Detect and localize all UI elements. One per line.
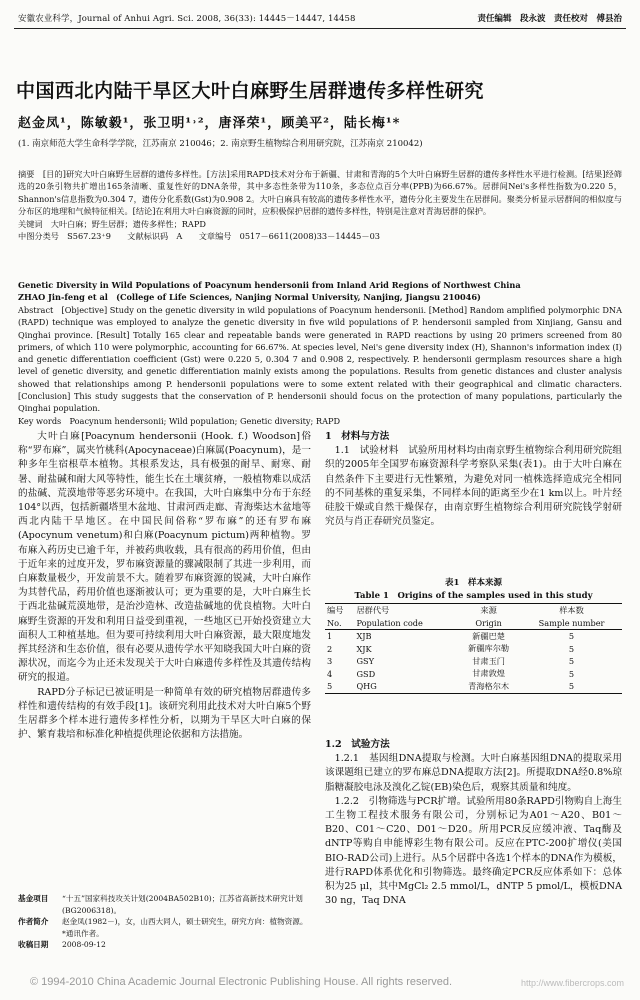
affiliation: (1. 南京师范大学生命科学学院，江苏南京 210046；2. 南京野生植物综合利用研究院，江苏南京 210042) — [18, 139, 423, 149]
english-keywords: Key words Poacynum hendersonii; Wild population; Genetic diversity; RAPD — [18, 415, 341, 426]
table-row — [325, 668, 622, 681]
english-authors: ZHAO Jin-feng et al (College of Life Sciences, Nanjing Normal University, Nanjing, Jiangsu 210046) — [18, 292, 481, 303]
table-row — [325, 680, 622, 693]
header-rule — [14, 28, 626, 29]
table-cell: QHG — [356, 681, 377, 692]
pcr-paragraph: 1.2.2 引物筛选与PCR扩增。试验所用80条RAPD引物购自上海生工生物工程技术服务有限公司，分别标记为A01～A20、B01～B20、C01～C20、D01～D20。所用PCR反应缓冲液、Taq酶及dNTP等购自申能博彩生物有限公司。反应在PTC-200扩增仪(美国BIO-RAD公司)上进行。从5个居群中各选1个样本的DNA作为模板，进行RAPD体系优化和引物筛选。最终确定PCR反应体系如下：总体积为25 μl，其中MgCl₂ 2.5 mmol/L，dNTP 5 pmol/L，模板DNA 30 ng，Taq DNA — [325, 795, 622, 907]
table-cell: GSY — [356, 656, 374, 667]
materials-paragraph: 1.1 试验材料 试验所用材料均由南京野生植物综合利用研究院组织的2005年全国罗布麻资源科学考察队采集(表1)。由于大叶白麻在自然条件下主要进行无性繁殖，为避免对同一植株选择造成完全相同的不同基株的重复采集，不同样本间的距离至少在1 km以上。叶片经硅胶干燥或自然干燥保存，由南京野生植物综合利用研究院钱学射研究员与肖正春研究员鉴定。 — [325, 445, 622, 528]
table-header: Origin — [475, 617, 502, 628]
table-cell: XJK — [356, 643, 372, 654]
intro-paragraph: 大叶白麻[Poacynum hendersonii (Hook. f.) Woodson]俗称“罗布麻”，属夹竹桃科(Apocynaceae)白麻属(Poacynum)，是一种多年生宿根草本植物。其根系发达，具有极强的耐旱、耐寒、耐暑、耐盐碱和耐大风等特性，能生长在土壤贫瘠，一般植物难以成活的盐碱、荒漠地带等恶劣环境中。在我国，大叶白麻集中分布于东经104°以西，包括新疆塔里木盆地、甘肃河西走廊、青海柴达木盆地等西北内陆干旱地区。在中国民间俗称“罗布麻”的还有罗布麻(Apocynum venetum)和白麻(Poacynum pictum)两种植物。罗布麻入药历史已逾千年，并被药典收载，具有很高的药用价值，但由于近年来的过度开发，罗布麻资源量的骤减限制了其进一步利用，而白麻数量极少，开发前景不大。随着罗布麻资源的锐减，大叶白麻作为其替代品，药用价值也逐渐被认可；更为重要的是，大叶白麻生长于西北盐碱荒漠地带，是治沙造林、改造盐碱地的优良植物。大叶白麻野生资源的开发和利用日益受到重视，一些地区已开始投资建立大面积人工种植基地。但为要可持续利用大叶白麻资源，最大限度地发挥其经济和生态价值，很有必要从遗传学水平知晓我国大叶白麻的资源状况，而迄今为止还未发现关于大叶白麻遗传多样性及其遗传结构研究的报道。 — [18, 431, 311, 684]
table-caption-cn: 表1 样本来源 — [445, 578, 502, 588]
section-heading: 1.2 试验方法 — [325, 739, 390, 750]
table-cell: 5 — [568, 656, 575, 667]
table-cell: 青海格尔木 — [468, 680, 510, 691]
table-cell: GSD — [356, 668, 376, 679]
running-header: 安徽农业科学，Journal of Anhui Agri. Sci. 2008, 36(33): 14445－14447, 14458 — [18, 14, 356, 24]
english-title: Genetic Diversity in Wild Populations of Poacynum hendersonii from Inland Arid Regions of Northwest China — [18, 280, 521, 290]
editor-credits: 责任编辑 段永波 责任校对 傅县治 — [477, 14, 622, 24]
intro-paragraph: RAPD分子标记已被证明是一种简单有效的研究植物居群遗传多样性和遗传结构的有效手段[1]。该研究利用此技术对大叶白麻5个野生居群多个样本进行遗传多样性分析，以期为干旱区大叶白麻的保护、繁育栽培和标准化种植提供理论依据和方法措施。 — [18, 686, 311, 741]
table-header: 来源 — [480, 604, 497, 615]
table-cell: 5 — [568, 668, 575, 679]
table-header: 编号 — [327, 604, 344, 615]
table-cell: 甘肃敦煌 — [472, 668, 505, 679]
english-abstract-block — [18, 304, 622, 427]
table-cell: 甘肃玉门 — [472, 655, 505, 666]
table-cell: 5 — [568, 631, 575, 642]
table-cell: 5 — [568, 643, 575, 654]
table-header: Population code — [356, 617, 423, 628]
samples-table — [325, 577, 622, 694]
footnote-text: 赵金凤(1982－)，女，山西大同人，硕士研究生，研究方向：植物资源。*通讯作者。 — [62, 917, 308, 938]
author-list: 赵金凤¹，陈敏毅¹，张卫明¹˒²，唐泽荣¹，顾美平²，陆长梅¹* — [18, 116, 401, 131]
table-cell: 5 — [568, 681, 575, 692]
english-title-block — [18, 279, 622, 304]
footnote-label: 作者简介 — [18, 917, 49, 926]
chinese-abstract-block — [18, 168, 622, 242]
table-header: Sample number — [538, 617, 605, 628]
dna-extraction-paragraph: 1.2.1 基因组DNA提取与检测。大叶白麻基因组DNA的提取采用该课题组已建立的罗布麻总DNA提取方法[2]。所提取DNA经0.8%琼脂糖凝胶电泳及溴化乙锭(EB)染色后，观察其质量和纯度。 — [325, 753, 622, 793]
left-column — [18, 430, 311, 742]
table-cell: 新疆库尔勒 — [468, 643, 510, 654]
copyright-notice: © 1994-2010 China Academic Journal Electronic Publishing House. All rights reserved. — [30, 976, 453, 988]
classification-info: 中图分类号 S567.23⁺9 文献标识码 A 文章编号 0517－6611(2008)33－14445－03 — [18, 231, 380, 242]
right-column-bottom — [325, 738, 622, 908]
table-row — [325, 655, 622, 668]
footnote-label: 基金项目 — [18, 894, 49, 903]
footnote-label: 收稿日期 — [18, 940, 49, 949]
section-heading: 1 材料与方法 — [325, 431, 390, 442]
table-row — [325, 630, 622, 643]
footnote-author — [18, 916, 311, 939]
footnote-received — [18, 939, 311, 951]
table-cell: 3 — [327, 656, 333, 667]
footnotes — [18, 893, 311, 951]
table-cell: XJB — [356, 631, 372, 642]
footnote-text: “十五”国家科技攻关计划(2004BA502B10)；江苏省高新技术研究计划(BG2006318)。 — [62, 894, 303, 915]
right-column-top — [325, 430, 622, 529]
table-caption-en: Table 1 Origins of the samples used in this study — [354, 591, 593, 601]
table-cell: 1 — [327, 631, 333, 642]
table-header: 居群代号 — [356, 604, 390, 615]
table-cell: 4 — [327, 668, 333, 679]
watermark-url: http://www.fibercrops.com — [520, 978, 624, 988]
footnote-text: 2008-09-12 — [62, 940, 106, 949]
table-cell: 5 — [327, 681, 333, 692]
chinese-abstract: 摘要 [目的]研究大叶白麻野生居群的遗传多样性。[方法]采用RAPD技术对分布于新疆、甘肃和青海的5个大叶白麻野生居群的遗传多样性水平进行检测。[结果]经筛选的20条引物共扩增出165条清晰、重复性好的DNA条带，其中多态性条带为110条，多态位点百分率(PPB)为66.67%。居群间Nei's多样性指数为0.220 5，Shannon's信息指数为0.304 7，遗传分化系数(Gst)为0.908 2。大叶白麻具有较高的遗传多样性水平，遗传分化主要发生在居群间。聚类分析显示居群间的相似度与分布区的地理和气候特征相关。[结论]在利用大叶白麻资源的同时，应积极保护居群的遗传多样性，特别是注意对青海居群的保护。 — [18, 169, 622, 217]
table-row — [325, 643, 622, 656]
table-cell: 2 — [327, 643, 333, 654]
table-cell: 新疆巴楚 — [472, 630, 505, 641]
footnote-funding — [18, 893, 311, 916]
chinese-keywords: 关键词 大叶白麻；野生居群；遗传多样性；RAPD — [18, 218, 206, 229]
table-header: No. — [327, 617, 342, 628]
table-header: 样本数 — [559, 604, 584, 615]
english-abstract: Abstract [Objective] Study on the genetic diversity in wild populations of Poacynum hendersonii. [Method] Random amplified polymorphic DNA (RAPD) technique was employed to analyze the genetic diversity in five wild populations of P. hendersonii sampled from Xinjiang, Gansu and Qinghai province. [Result] Totally 165 clear and repeatable bands were generated in RAPD reactions by using 20 primers screened from 80 primers, of which 110 were polymorphic, accounting for 66.67%. At species level, Nei's gene diversity index (H), Shannon's information index (I) and genetic differentiation coefficient (Gst) were 0.220 5, 0.304 7 and 0.908 2, respectively. P. hendersonii germplasm resources share a high level of genetic diversity, and genetic differentiation mainly exists among the populations. Results from genetic distances and cluster analysis showed that relationships among P. hendersonii populations were to some extent related with their geographical and climatic characters. [Conclusion] This study suggests that the conservation of P. hendersonii should focus on the protection of many populations, particularly the Qinghai population. — [18, 305, 622, 414]
paper-title: 中国西北内陆干旱区大叶白麻野生居群遗传多样性研究 — [16, 80, 485, 102]
